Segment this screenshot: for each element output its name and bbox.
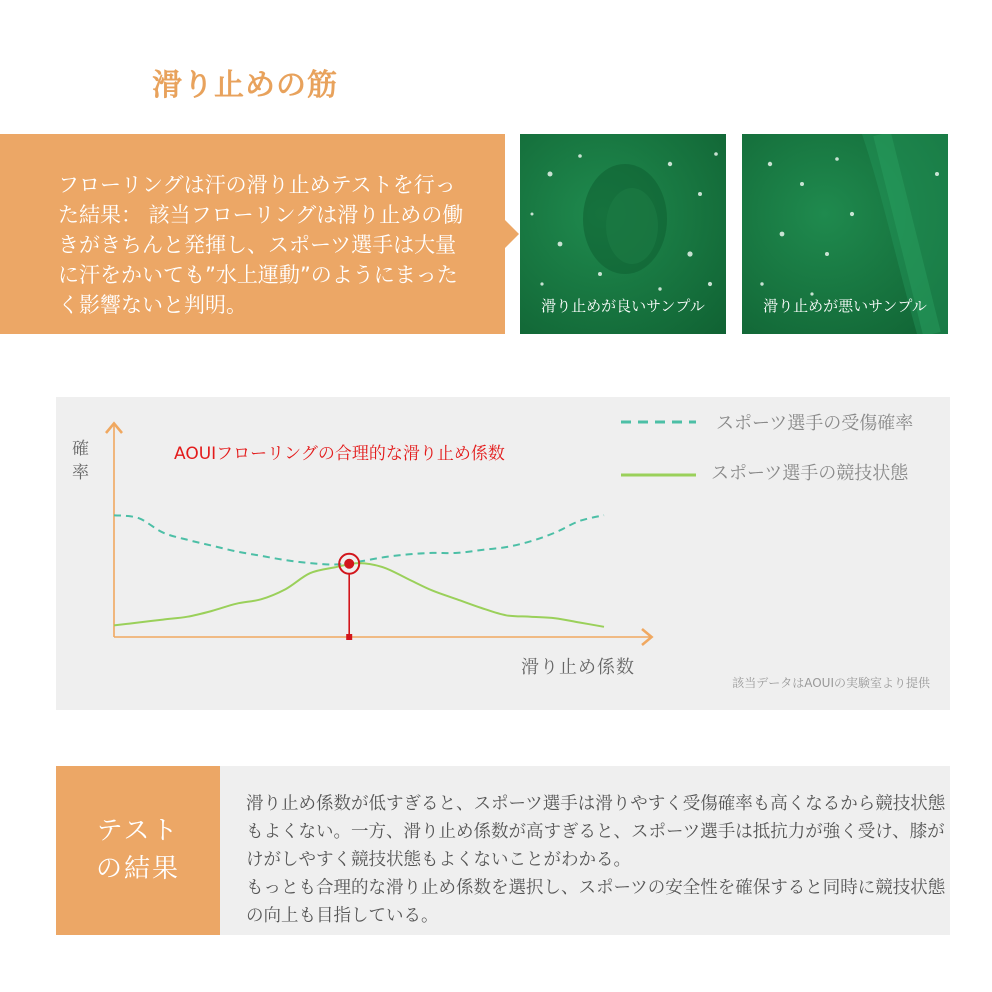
result-heading: [56, 812, 220, 888]
result-heading-line1: テスト: [96, 816, 180, 846]
result-panel: [220, 766, 950, 935]
intro-text: フローリングは汗の滑り止めテストを行った結果： 該当フローリングは滑り止めの働きがきちんと発揮し、スポーツ選手は大量に汗をかいても”水上運動”のようにまったく影響ないと判明。: [58, 173, 464, 317]
bad-sample-image: [742, 134, 948, 334]
bad-sample-caption: 滑り止めが悪いサンプル: [763, 297, 927, 315]
optimal-axis-marker: [346, 634, 352, 640]
chart-panel: [56, 397, 950, 710]
intro-panel: [0, 134, 505, 334]
chart: [56, 397, 950, 710]
page-title: 滑り止めの筋: [152, 68, 338, 103]
legend-performance-label: スポーツ選手の競技状態: [711, 463, 909, 484]
result-heading-line2: の結果: [95, 854, 180, 884]
good-sample-image: [520, 134, 726, 334]
optimal-point: [344, 559, 354, 569]
legend-injury-label: スポーツ選手の受傷確率: [716, 413, 914, 434]
result-text: 滑り止め係数が低すぎると、スポーツ選手は滑りやすく受傷確率も高くなるから競技状態もよくない。一方、滑り止め係数が高すぎると、スポーツ選手は抵抗力が強く受け、膝がけがしやすく競技状態もよくないことがわかる。 もっとも合理的な滑り止め係数を選択し、スポーツの安全性を確保すると同時に競技状態の向上も目指している。: [246, 794, 946, 926]
injury-probability-line: [114, 515, 604, 564]
performance-line: [114, 563, 604, 627]
source-note: 該当データはAOUIの実験室より提供: [732, 676, 930, 690]
x-axis-label: 滑り止め係数: [521, 657, 635, 678]
good-sample-caption: 滑り止めが良いサンプル: [541, 297, 705, 315]
result-heading-box: [56, 766, 220, 935]
y-axis-label: 確率: [72, 439, 89, 483]
chart-title: AOUIフローリングの合理的な滑り止め係数: [174, 444, 505, 464]
